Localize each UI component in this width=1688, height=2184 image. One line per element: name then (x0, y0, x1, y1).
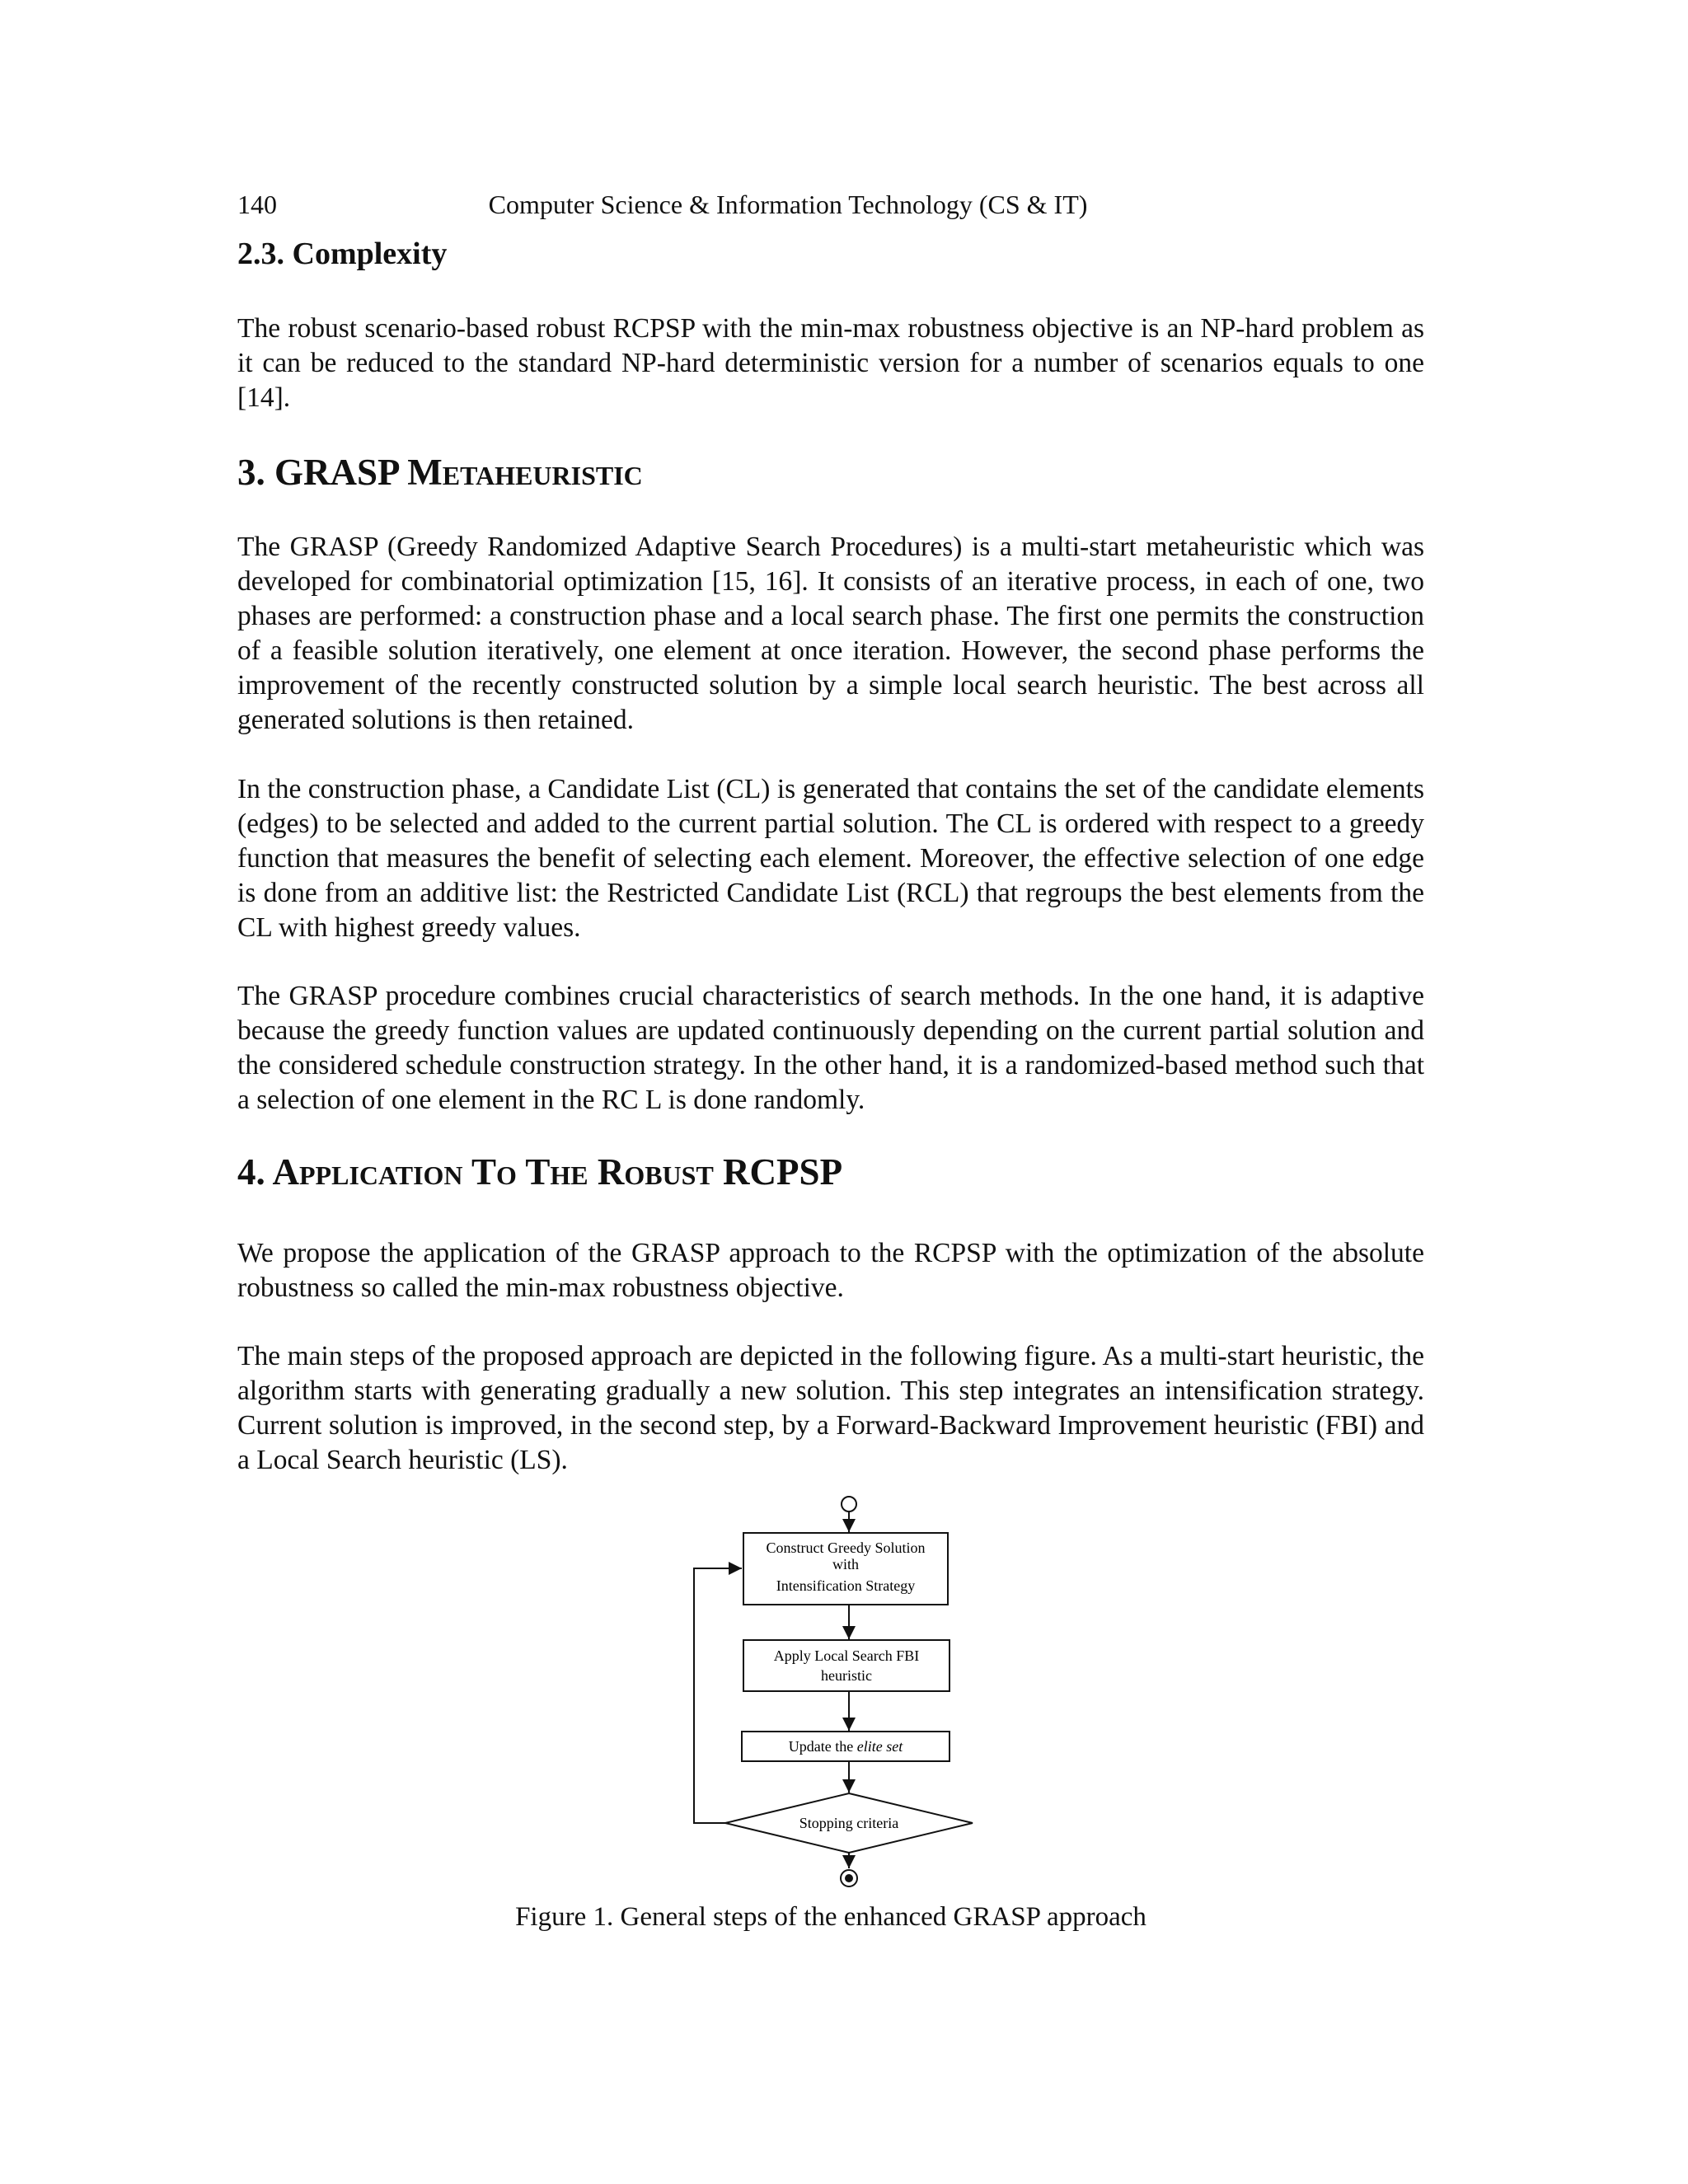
construct-box-line1: Construct Greedy Solution (766, 1540, 926, 1556)
paper-page (237, 0, 1424, 2184)
fbi-box-line1: Apply Local Search FBI (773, 1647, 920, 1664)
flowchart-figure (237, 1496, 1424, 1900)
running-header (237, 186, 1424, 223)
elite-box-label: Update the elite set (788, 1738, 903, 1755)
stopping-criteria-label: Stopping criteria (799, 1815, 899, 1831)
loop-back-arrow (694, 1568, 742, 1823)
grasp-flowchart (237, 1496, 1424, 1900)
paragraph-application-1: We propose the application of the GRASP approach to the RCPSP with the optimization of the absolute robustness so called the min-max robustness objective. (237, 1238, 1424, 1303)
paragraph-grasp-1: The GRASP (Greedy Randomized Adaptive Search Procedures) is a multi-start metaheuristic which was developed for combinatorial optimization [15, 16]. It consists of an iterative process, in each of one, two phases are performed: a construction phase and a local search phase. The first one permits the construction of a feasible solution iteratively, one element at once iteration. However, the second phase performs the improvement of the recently constructed solution by a simple local search heuristic. The best across all generated solutions is then retained. (237, 532, 1424, 735)
heading-grasp-metaheuristic: 3. GRASP Metaheuristic (237, 452, 643, 493)
paragraph-application-2: The main steps of the proposed approach are depicted in the following figure. As a multi-start heuristic, the algorithm starts with generating gradually a new solution. This step integrates an intensification strategy. Current solution is improved, in the second step, by a Forward-Backward Improvement heuristic (FBI) and a Local Search heuristic (LS). (237, 1341, 1424, 1475)
end-node-inner (845, 1874, 853, 1882)
start-node (842, 1497, 856, 1511)
page-number: 140 (237, 190, 277, 219)
heading-complexity: 2.3. Complexity (237, 237, 448, 271)
paragraph-complexity: The robust scenario-based robust RCPSP with the min-max robustness objective is an NP-hard problem as it can be reduced to the standard NP-hard deterministic version for a number of scenarios equals to one [14]. (237, 313, 1424, 413)
fbi-box-line2: heuristic (821, 1667, 872, 1684)
paragraph-grasp-2: In the construction phase, a Candidate List (CL) is generated that contains the set of the candidate elements (edges) to be selected and added to the current partial solution. The CL is ordered with respect to a greedy function that measures the benefit of selecting each element. Moreover, the effective selection of one edge is done from an additive list: the Restricted Candidate List (RCL) that regroups the best elements from the CL with highest greedy values. (237, 774, 1424, 943)
figure-caption: Figure 1. General steps of the enhanced GRASP approach (515, 1902, 1146, 1932)
journal-title: Computer Science & Information Technology (CS & IT) (488, 190, 1088, 219)
construct-box-line2: with (832, 1556, 860, 1572)
paragraph-grasp-3: The GRASP procedure combines crucial characteristics of search methods. In the one hand, it is adaptive because the greedy function values are updated continuously depending on the current partial solution and the considered schedule construction strategy. In the other hand, it is a randomized-based method such that a selection of one element in the RC L is done randomly. (237, 981, 1424, 1115)
heading-application: 4. Application To The Robust RCPSP (237, 1151, 843, 1193)
construct-box-line3: Intensification Strategy (776, 1577, 916, 1594)
